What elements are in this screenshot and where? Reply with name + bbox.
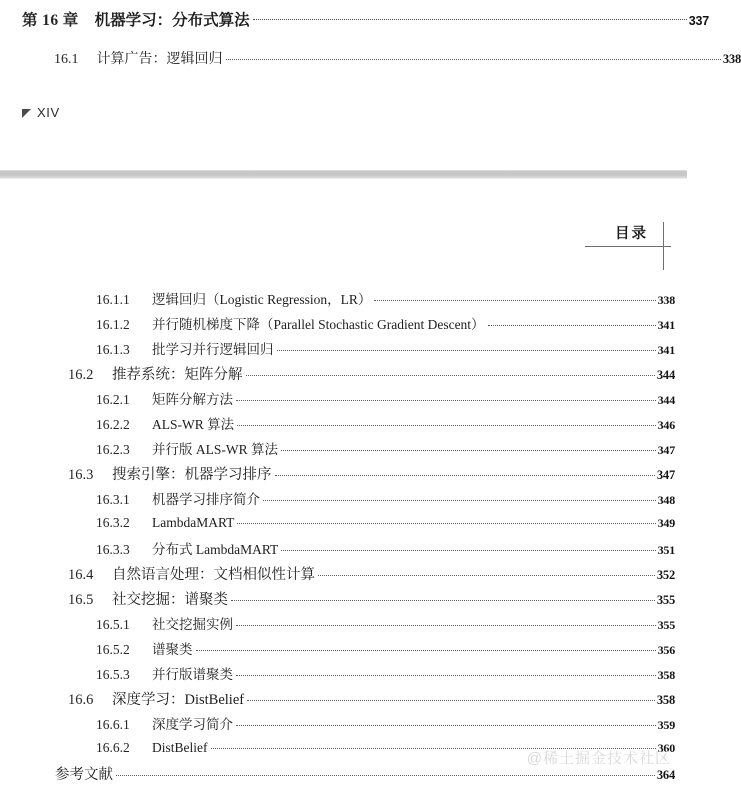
toc-entry-number: 16.5.3: [96, 667, 130, 682]
toc-entry-number: 16.1.2: [96, 317, 130, 332]
section-number: 16.1: [54, 52, 79, 67]
triangle-marker-icon: [22, 109, 31, 118]
toc-entry[interactable]: [0, 688, 687, 713]
toc-entry[interactable]: [0, 438, 687, 463]
toc-entry-number: 16.1.3: [96, 342, 130, 357]
dot-leader: [196, 641, 656, 655]
toc-entry-page-number: 355: [657, 618, 675, 632]
toc-entry-number: 16.5.1: [96, 617, 130, 632]
watermark: @稀土掘金技术社区: [526, 750, 671, 767]
dot-leader: [374, 291, 655, 305]
toc-entry[interactable]: [0, 713, 687, 738]
dot-leader: [116, 765, 655, 780]
dot-leader: [236, 716, 656, 730]
toc-entry-title: 社交挖掘实例: [152, 617, 233, 632]
toc-entry-page-number: 360: [657, 740, 675, 755]
toc-entry-number: 16.3.3: [96, 542, 130, 557]
toc-entry-number: 16.4: [68, 567, 94, 583]
chapter-title: 机器学习：分布式算法: [94, 12, 250, 29]
toc-entry[interactable]: [0, 738, 687, 763]
toc-entry-number: 16.1.1: [96, 292, 130, 307]
toc-entry-title: DistBelief: [152, 739, 208, 755]
toc-entry[interactable]: [0, 563, 687, 588]
toc-entry-page-number: 341: [657, 318, 675, 332]
toc-entry-title: 并行版谱聚类: [152, 667, 233, 682]
chapter-entry-16[interactable]: [22, 8, 709, 30]
toc-entry[interactable]: [0, 613, 687, 638]
toc-entry-page-number: 351: [657, 543, 675, 557]
dot-leader: [247, 690, 655, 705]
folio-label: XIV: [37, 105, 60, 120]
toc-entry-page-number: 338: [657, 293, 675, 307]
dot-leader: [231, 590, 655, 605]
dot-leader: [236, 391, 656, 405]
toc-entry-number: 16.2.2: [96, 417, 130, 432]
toc-entry-page-number: 348: [657, 493, 675, 507]
toc-entry-page-number: 352: [656, 568, 675, 582]
toc-entry[interactable]: [0, 388, 687, 413]
toc-entry-title: ALS-WR 算法: [152, 417, 235, 432]
dot-leader: [226, 49, 721, 63]
dot-leader: [277, 341, 656, 355]
toc-entry[interactable]: [0, 663, 687, 688]
toc-entry[interactable]: [0, 538, 687, 563]
toc-entry-title: 并行版 ALS-WR 算法: [152, 442, 278, 457]
toc-entry-title: 深度学习：DistBelief: [112, 692, 245, 708]
toc-entry[interactable]: [0, 313, 687, 338]
toc-entry-page-number: 356: [657, 643, 675, 657]
toc-header-label: 目录: [615, 226, 648, 242]
toc-entry-page-number: 358: [656, 693, 675, 707]
toc-entry[interactable]: [0, 288, 687, 313]
toc-entry-title: 批学习并行逻辑回归: [152, 342, 274, 357]
section-title: 计算广告：逻辑回归: [96, 52, 223, 67]
toc-entry-number: 16.5: [68, 592, 94, 608]
toc-entry[interactable]: [0, 588, 687, 613]
chapter-number: 第 16 章: [22, 12, 79, 29]
toc-entry-number: 16.2: [68, 367, 94, 383]
toc-entry[interactable]: [0, 488, 687, 513]
header-rule-vertical: [663, 222, 664, 270]
toc-entry-title: 社交挖掘：谱聚类: [112, 592, 228, 608]
toc-entry-page-number: 359: [657, 718, 675, 732]
toc-entry-page-number: 349: [657, 515, 675, 530]
dot-leader: [281, 441, 656, 455]
dot-leader: [275, 465, 655, 480]
dot-leader: [211, 738, 656, 752]
header-rule-horizontal: [585, 246, 671, 247]
toc-entry-list: [0, 288, 687, 788]
dot-leader: [237, 513, 655, 527]
toc-entry[interactable]: [0, 463, 687, 488]
dot-leader: [318, 565, 655, 580]
toc-entry-title: 分布式 LambdaMART: [152, 542, 279, 557]
dot-leader: [236, 666, 656, 680]
toc-entry-number: 16.6.2: [96, 739, 130, 755]
page-separator: [0, 170, 687, 179]
toc-entry-number: 16.3: [68, 467, 94, 483]
dot-leader: [488, 316, 656, 330]
toc-entry[interactable]: [0, 763, 687, 788]
toc-entry-title: 机器学习排序简介: [152, 492, 260, 507]
dot-leader: [237, 416, 655, 430]
toc-entry[interactable]: [0, 513, 687, 538]
toc-entry-number: 16.6.1: [96, 717, 130, 732]
toc-entry-title: 推荐系统：矩阵分解: [112, 367, 243, 383]
toc-entry-page-number: 346: [657, 418, 675, 432]
dot-leader: [253, 10, 687, 26]
toc-entry[interactable]: [0, 338, 687, 363]
toc-entry-title: LambdaMART: [152, 514, 235, 530]
toc-entry-title: 并行随机梯度下降（Parallel Stochastic Gradient Descent）: [152, 317, 485, 332]
toc-entry-page-number: 364: [656, 768, 675, 782]
toc-entry-page-number: 355: [656, 593, 675, 607]
toc-header: [583, 222, 673, 270]
toc-entry-page-number: 344: [657, 393, 675, 407]
toc-entry-title: 搜索引擎：机器学习排序: [112, 467, 272, 483]
toc-entry-page-number: 358: [657, 668, 675, 682]
section-page-number: 338: [722, 52, 741, 66]
toc-entry-title: 逻辑回归（Logistic Regression，LR）: [152, 292, 372, 307]
dot-leader: [246, 365, 655, 380]
toc-entry-page-number: 341: [657, 343, 675, 357]
dot-leader: [236, 616, 656, 630]
toc-entry-number: 16.2.1: [96, 392, 130, 407]
toc-entry-page-number: 347: [657, 443, 675, 457]
toc-entry-number: 16.3.2: [96, 514, 130, 530]
toc-entry-title: 矩阵分解方法: [152, 392, 233, 407]
toc-entry-number: 16.6: [68, 692, 94, 708]
section-entry-16-1[interactable]: [54, 48, 741, 68]
toc-entry-page-number: 347: [656, 468, 675, 482]
toc-entry-number: 16.5.2: [96, 642, 130, 657]
previous-page-fragment: [0, 0, 741, 170]
toc-entry-title: 自然语言处理：文档相似性计算: [112, 567, 315, 583]
dot-leader: [281, 541, 655, 555]
toc-entry-number: 16.2.3: [96, 442, 130, 457]
dot-leader: [263, 491, 656, 505]
toc-entry[interactable]: [0, 413, 687, 438]
toc-entry-number: 16.3.1: [96, 492, 130, 507]
toc-entry-title: 深度学习简介: [152, 717, 233, 732]
chapter-page-number: 337: [688, 14, 709, 28]
toc-entry-title: 参考文献: [55, 767, 113, 783]
toc-entry[interactable]: [0, 638, 687, 663]
page-folio: [22, 105, 60, 120]
toc-entry[interactable]: [0, 363, 687, 388]
toc-entry-title: 谱聚类: [152, 642, 193, 657]
toc-entry-page-number: 344: [656, 368, 675, 382]
